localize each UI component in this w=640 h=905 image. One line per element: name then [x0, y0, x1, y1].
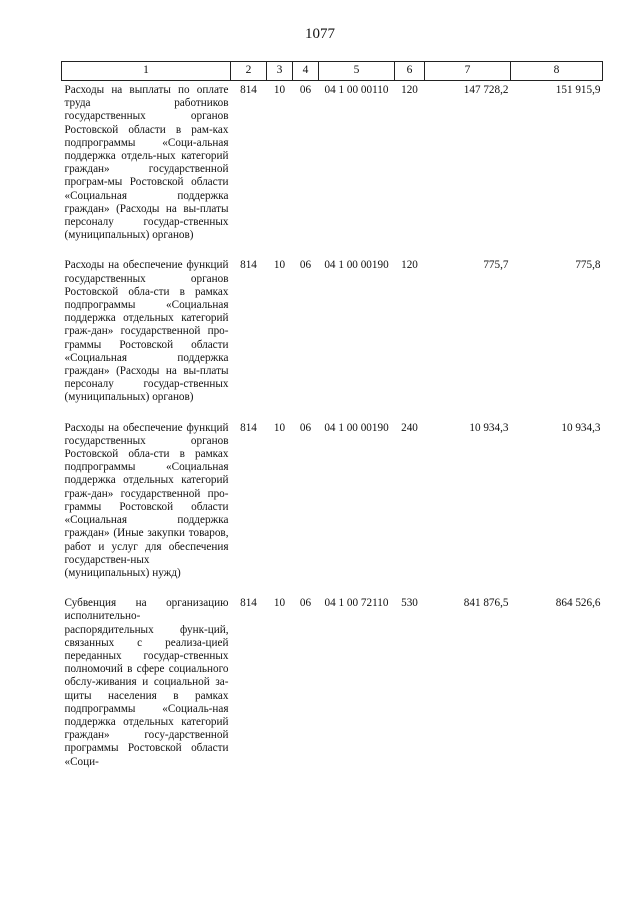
row-subsection: 06: [299, 84, 312, 96]
row-amount-2: 10 934,3: [561, 421, 601, 434]
row-target-article: 04 1 00 00190: [324, 421, 389, 434]
row-admin-code: 814: [240, 84, 257, 96]
header-col-3: 3: [267, 62, 293, 81]
header-col-7: 7: [425, 62, 511, 81]
header-col-4: 4: [293, 62, 319, 81]
row-target-article: 04 1 00 00190: [324, 259, 389, 272]
header-col-6: 6: [395, 62, 425, 81]
row-amount-1: 841 876,5: [463, 597, 509, 610]
row-amount-2: 151 915,9: [555, 84, 601, 96]
row-section: 10: [273, 259, 286, 272]
row-description: Расходы на обеспечение функций государственных органов Ростовской обла-сти в рамках подпрограммы «Социальная поддержка отдельных категорий граж-дан» государственной про-граммы Ростовской области «Социальная поддержка граждан» (Расходы на вы-платы персоналу государ-ственных (муниципальных) органов): [64, 259, 229, 404]
row-description: Расходы на выплаты по оплате труда работников государственных органов Ростовской области в рам-ках подпрограммы «Соци-альная поддержка отдель-ных категорий граждан» государственной програм-мы Ростовской области «Социальная поддержка граждан» (Расходы на вы-платы персоналу государ-ственных (муниципальных) органов): [64, 84, 229, 242]
row-expense-type: 120: [401, 259, 418, 272]
table-row: [62, 594, 603, 783]
row-subsection: 06: [299, 259, 312, 272]
table-row: [62, 256, 603, 418]
row-description: Расходы на обеспечение функций государственных органов Ростовской обла-сти в рамках подпрограммы «Социальная поддержка отдельных категорий граж-дан» государственной про-граммы Ростовской области «Социальная поддержка граждан» (Иные закупки товаров, работ и услуг для обеспечения государствен-ных (муниципальных) нужд): [64, 421, 229, 579]
row-description: Субвенция на организацию исполнительно-распорядительных функ-ций, связанных с реализа-цией переданных государ-ственных полномочий в сфере социального обслу-живания и социальной за-щиты населения в рамках подпрограммы «Социаль-ная поддержка отдельных категорий граждан» госу-дарственной программы Ростовской области «Соци-: [64, 597, 229, 768]
row-subsection: 06: [299, 421, 312, 434]
row-section: 10: [273, 597, 286, 610]
row-admin-code: 814: [240, 259, 257, 272]
table-row: [62, 419, 603, 594]
row-subsection: 06: [299, 597, 312, 610]
row-expense-type: 240: [401, 421, 418, 434]
row-amount-1: 775,7: [483, 259, 509, 272]
row-section: 10: [273, 84, 286, 96]
row-amount-2: 775,8: [575, 259, 601, 272]
table-header-row: [62, 62, 603, 81]
header-col-8: 8: [511, 62, 603, 81]
row-amount-2: 864 526,6: [555, 597, 601, 610]
header-col-5: 5: [319, 62, 395, 81]
budget-table: [61, 61, 603, 783]
row-admin-code: 814: [240, 421, 257, 434]
header-col-1: 1: [62, 62, 231, 81]
row-target-article: 04 1 00 00110: [324, 84, 389, 96]
table-row: [62, 81, 603, 257]
row-expense-type: 120: [401, 84, 418, 96]
row-amount-1: 10 934,3: [469, 421, 509, 434]
header-col-2: 2: [231, 62, 267, 81]
row-admin-code: 814: [240, 597, 257, 610]
page-number: 1077: [305, 26, 335, 42]
row-amount-1: 147 728,2: [463, 84, 509, 96]
row-section: 10: [273, 421, 286, 434]
row-target-article: 04 1 00 72110: [324, 597, 389, 610]
row-expense-type: 530: [401, 597, 418, 610]
